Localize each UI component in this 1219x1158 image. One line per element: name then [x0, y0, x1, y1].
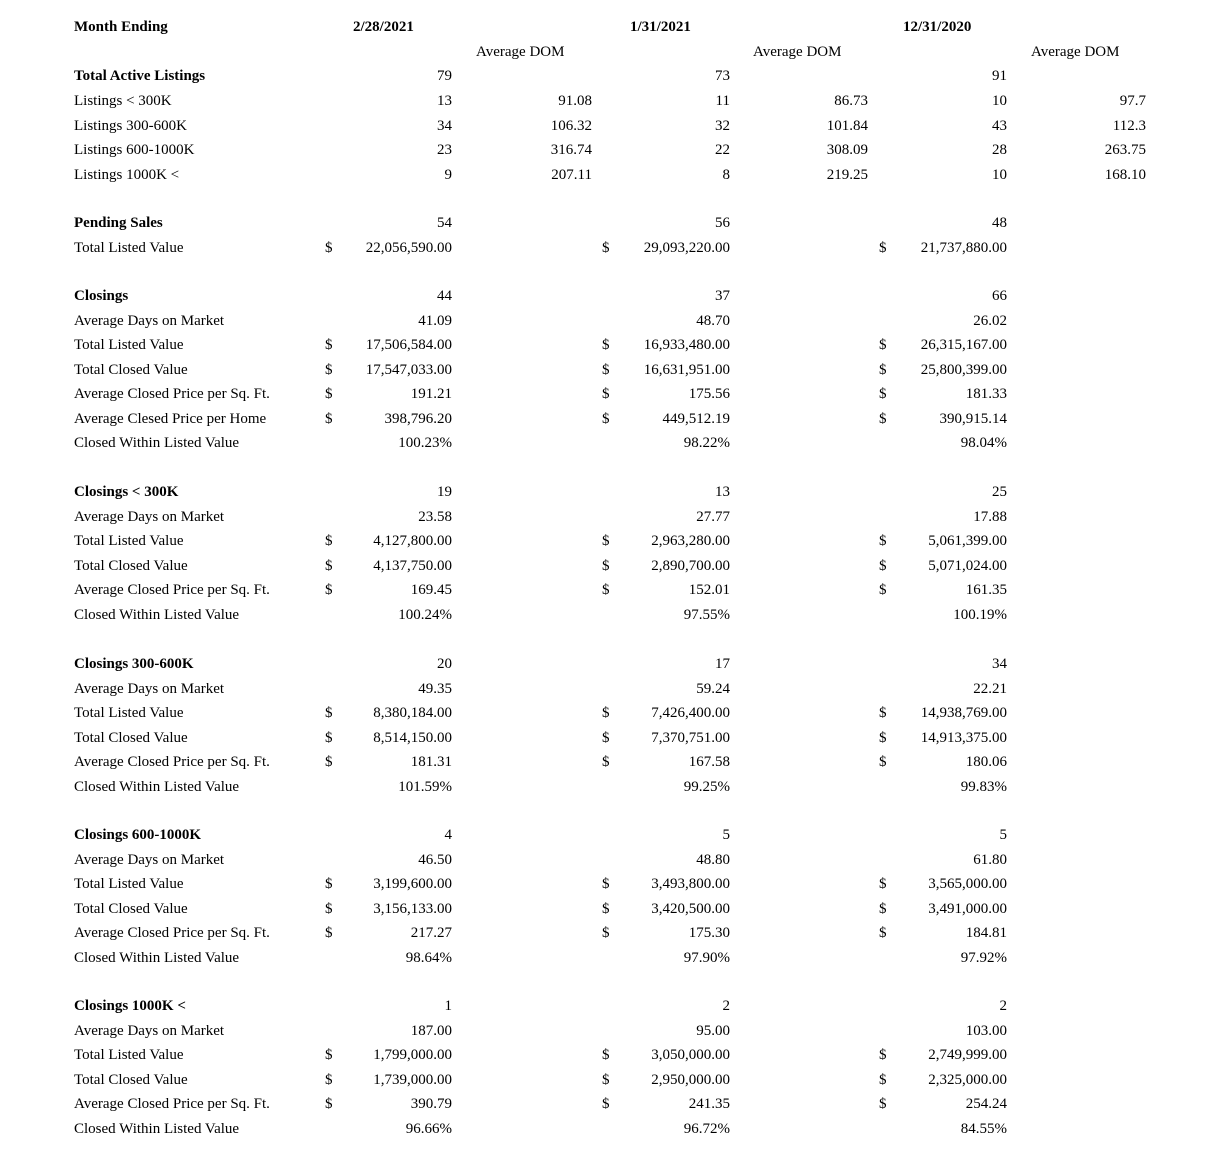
active-listings-title-row: [0, 66, 1219, 88]
closing-metric-row: [0, 605, 1219, 627]
dollar-sign: $: [879, 754, 887, 770]
closing-metric-value: 7,426,400.00: [651, 705, 730, 721]
closing-section-title: Closings 600-1000K: [74, 827, 202, 843]
closing-metric-label: Average Closed Price per Sq. Ft.: [74, 925, 270, 941]
closing-metric-value: 49.35: [418, 680, 452, 697]
closing-metric-value: 16,933,480.00: [643, 337, 730, 353]
dollar-sign: $: [602, 557, 610, 574]
closing-metric-value: 175.56: [688, 386, 730, 402]
closing-count: 2: [722, 998, 730, 1014]
closing-count: 37: [715, 288, 730, 304]
closing-metric-value: 181.33: [965, 386, 1007, 402]
closing-metric-value: 14,938,769.00: [920, 705, 1007, 721]
active-listing-count: 43: [992, 117, 1007, 134]
dollar-sign: $: [325, 754, 333, 770]
closing-section-title-row: [0, 654, 1219, 676]
closing-metric-label: Closed Within Listed Value: [74, 1120, 240, 1137]
active-listing-avg-dom: 219.25: [826, 166, 868, 183]
closing-section-title-row: [0, 825, 1219, 847]
header-row: [0, 17, 1219, 39]
closing-metric-label: Closed Within Listed Value: [74, 949, 240, 966]
dollar-sign: $: [325, 1096, 333, 1112]
closing-metric-value: 26,315,167.00: [920, 337, 1007, 353]
active-listing-avg-dom: 168.10: [1104, 166, 1146, 183]
closing-metric-value: 59.24: [696, 680, 730, 697]
dollar-sign: $: [325, 582, 333, 598]
closing-metric-label: Closed Within Listed Value: [74, 778, 240, 795]
dollar-sign: $: [602, 1047, 610, 1063]
dollar-sign: $: [602, 1096, 610, 1112]
closing-metric-row: [0, 703, 1219, 725]
closing-count: 20: [437, 656, 452, 672]
active-listing-avg-dom: 91.08: [558, 93, 592, 109]
closing-metric-value: 1,799,000.00: [373, 1047, 452, 1063]
closing-metric-value: 241.35: [688, 1096, 730, 1112]
dollar-sign: $: [325, 240, 333, 256]
closing-section-title-row: [0, 286, 1219, 308]
active-listing-avg-dom: 263.75: [1104, 142, 1146, 158]
dollar-sign: $: [879, 582, 887, 598]
active-listing-row: [0, 165, 1219, 187]
pending-total-1: 54: [437, 215, 452, 231]
closing-metric-value: 7,370,751.00: [651, 729, 730, 746]
closing-metric-label: Average Closed Price per Sq. Ft.: [74, 386, 270, 402]
dollar-sign: $: [602, 533, 610, 549]
closing-metric-value: 3,565,000.00: [928, 876, 1007, 892]
dollar-sign: $: [879, 557, 887, 574]
closing-metric-row: [0, 580, 1219, 602]
closing-metric-value: 46.50: [418, 851, 452, 868]
avg-dom-header-2: Average DOM: [753, 44, 842, 60]
dollar-sign: $: [879, 386, 887, 402]
closing-metric-value: 181.31: [410, 754, 452, 770]
active-listing-count: 23: [437, 142, 452, 158]
closing-count: 25: [992, 484, 1007, 500]
active-total-1: 79: [437, 68, 452, 84]
closing-metric-value: 100.23%: [398, 435, 452, 451]
closing-metric-label: Average Closed Price per Sq. Ft.: [74, 754, 270, 770]
month-header-3: 12/31/2020: [903, 19, 972, 35]
active-listing-avg-dom: 86.73: [834, 93, 868, 109]
closing-metric-value: 191.21: [410, 386, 452, 402]
closing-metric-value: 2,950,000.00: [651, 1071, 730, 1088]
closing-count: 1: [444, 998, 452, 1014]
closing-section-title: Closings 300-600K: [74, 656, 194, 672]
closing-metric-value: 3,420,500.00: [651, 900, 730, 917]
closing-metric-value: 23.58: [418, 508, 452, 525]
dollar-sign: $: [879, 1071, 887, 1088]
closing-metric-value: 17,506,584.00: [365, 337, 452, 353]
closing-metric-row: [0, 923, 1219, 945]
closing-metric-value: 99.25%: [683, 778, 730, 795]
closing-metric-value: 187.00: [410, 1022, 452, 1039]
active-listing-avg-dom: 97.7: [1119, 93, 1146, 109]
closing-metric-value: 5,071,024.00: [928, 557, 1007, 574]
active-total-2: 73: [715, 68, 730, 84]
active-listing-count: 9: [444, 166, 452, 183]
closing-metric-value: 100.24%: [398, 606, 452, 623]
closing-metric-value: 4,127,800.00: [373, 533, 452, 549]
active-listing-count: 32: [715, 117, 730, 134]
active-listing-count: 8: [722, 166, 730, 183]
closing-metric-row: [0, 335, 1219, 357]
closing-count: 5: [722, 827, 730, 843]
dollar-sign: $: [602, 337, 610, 353]
dollar-sign: $: [879, 337, 887, 353]
closing-metric-row: [0, 1021, 1219, 1043]
dollar-sign: $: [879, 410, 887, 427]
closing-metric-value: 3,050,000.00: [651, 1047, 730, 1063]
closing-metric-value: 3,491,000.00: [928, 900, 1007, 917]
avg-dom-header-3: Average DOM: [1031, 44, 1120, 60]
active-listing-avg-dom: 106.32: [550, 117, 592, 134]
closing-metric-value: 96.66%: [405, 1120, 452, 1137]
closing-metric-value: 2,325,000.00: [928, 1071, 1007, 1088]
dollar-sign: $: [325, 925, 333, 941]
closing-metric-row: [0, 899, 1219, 921]
pending-listed-1: 22,056,590.00: [365, 240, 452, 256]
closing-section-title: Closings: [74, 288, 129, 304]
closing-metric-value: 98.04%: [960, 435, 1007, 451]
dollar-sign: $: [325, 557, 333, 574]
month-header-1: 2/28/2021: [353, 19, 414, 35]
pending-total-2: 56: [715, 215, 730, 231]
closing-metric-value: 101.59%: [398, 778, 452, 795]
dollar-sign: $: [325, 1071, 333, 1088]
dollar-sign: $: [879, 876, 887, 892]
closing-metric-label: Total Listed Value: [74, 1047, 184, 1063]
dollar-sign: $: [879, 240, 887, 256]
closing-count: 66: [992, 288, 1007, 304]
closing-metric-row: [0, 874, 1219, 896]
closing-metric-label: Total Listed Value: [74, 337, 184, 353]
pending-total-3: 48: [992, 215, 1007, 231]
dollar-sign: $: [602, 410, 610, 427]
closing-metric-value: 95.00: [696, 1022, 730, 1039]
closing-metric-label: Closed Within Listed Value: [74, 435, 240, 451]
closing-metric-label: Average Clesed Price per Home: [74, 410, 267, 427]
dollar-sign: $: [879, 1096, 887, 1112]
active-listing-count: 10: [992, 166, 1007, 183]
active-listing-row: [0, 91, 1219, 113]
closing-metric-row: [0, 531, 1219, 553]
dollar-sign: $: [325, 337, 333, 353]
active-listing-count: 13: [437, 93, 452, 109]
active-listing-avg-dom: 101.84: [826, 117, 868, 134]
active-listing-row: [0, 140, 1219, 162]
dollar-sign: $: [325, 1047, 333, 1063]
dollar-sign: $: [879, 361, 887, 378]
closing-metric-label: Average Days on Market: [74, 1022, 225, 1039]
dollar-sign: $: [602, 240, 610, 256]
active-listing-count: 34: [437, 117, 452, 134]
pending-listed-label: Total Listed Value: [74, 240, 184, 256]
month-ending-label: Month Ending: [74, 19, 168, 35]
closing-metric-value: 41.09: [418, 312, 452, 329]
closing-metric-label: Closed Within Listed Value: [74, 606, 240, 623]
closing-metric-value: 17.88: [973, 508, 1007, 525]
closing-metric-value: 390,915.14: [939, 410, 1007, 427]
dollar-sign: $: [602, 925, 610, 941]
closing-metric-row: [0, 409, 1219, 431]
closing-metric-label: Total Closed Value: [74, 900, 188, 917]
dollar-sign: $: [879, 729, 887, 746]
closing-metric-value: 48.80: [696, 851, 730, 868]
active-listing-label: Listings 600-1000K: [74, 142, 195, 158]
closing-metric-row: [0, 433, 1219, 455]
active-listing-avg-dom: 308.09: [826, 142, 868, 158]
dollar-sign: $: [602, 1071, 610, 1088]
closing-metric-label: Total Listed Value: [74, 705, 184, 721]
closing-metric-value: 180.06: [965, 754, 1007, 770]
dollar-sign: $: [325, 361, 333, 378]
active-listing-row: [0, 116, 1219, 138]
closing-metric-row: [0, 728, 1219, 750]
closing-count: 5: [999, 827, 1007, 843]
closing-metric-value: 26.02: [973, 312, 1007, 329]
closing-section-title-row: [0, 996, 1219, 1018]
pending-listed-row: [0, 238, 1219, 260]
active-listing-avg-dom: 112.3: [1112, 117, 1146, 134]
closing-count: 44: [437, 288, 452, 304]
closing-metric-value: 27.77: [696, 508, 730, 525]
closing-metric-row: [0, 1119, 1219, 1141]
closing-count: 13: [715, 484, 730, 500]
closing-metric-row: [0, 1045, 1219, 1067]
closing-metric-label: Average Closed Price per Sq. Ft.: [74, 582, 270, 598]
dollar-sign: $: [879, 900, 887, 917]
dollar-sign: $: [879, 925, 887, 941]
active-listing-avg-dom: 316.74: [550, 142, 592, 158]
closing-metric-label: Total Closed Value: [74, 1071, 188, 1088]
closing-metric-value: 17,547,033.00: [365, 361, 452, 378]
closing-metric-row: [0, 679, 1219, 701]
active-listing-count: 11: [715, 93, 730, 109]
dollar-sign: $: [602, 705, 610, 721]
closing-metric-value: 96.72%: [683, 1120, 730, 1137]
closing-metric-value: 184.81: [965, 925, 1007, 941]
closing-metric-row: [0, 384, 1219, 406]
closing-count: 34: [992, 656, 1007, 672]
closing-metric-value: 48.70: [696, 312, 730, 329]
dollar-sign: $: [879, 705, 887, 721]
closing-metric-value: 2,890,700.00: [651, 557, 730, 574]
closing-metric-label: Average Days on Market: [74, 508, 225, 525]
closing-metric-value: 98.22%: [683, 435, 730, 451]
closing-metric-value: 152.01: [688, 582, 730, 598]
closing-metric-value: 22.21: [973, 680, 1007, 697]
dollar-sign: $: [325, 876, 333, 892]
closing-metric-value: 97.92%: [960, 949, 1007, 966]
closing-metric-label: Total Listed Value: [74, 876, 184, 892]
avg-dom-header-1: Average DOM: [476, 44, 565, 60]
closing-metric-row: [0, 360, 1219, 382]
closing-metric-value: 5,061,399.00: [928, 533, 1007, 549]
active-listing-count: 10: [992, 93, 1007, 109]
closing-count: 17: [715, 656, 730, 672]
closing-metric-value: 169.45: [410, 582, 452, 598]
active-listings-title: Total Active Listings: [74, 68, 206, 84]
closing-metric-value: 16,631,951.00: [643, 361, 730, 378]
closing-metric-value: 1,739,000.00: [373, 1071, 452, 1088]
closing-metric-value: 99.83%: [960, 778, 1007, 795]
closing-metric-value: 161.35: [965, 582, 1007, 598]
closing-metric-value: 61.80: [973, 851, 1007, 868]
dollar-sign: $: [602, 900, 610, 917]
closing-metric-value: 8,514,150.00: [373, 729, 452, 746]
closing-count: 2: [999, 998, 1007, 1014]
closing-metric-label: Total Listed Value: [74, 533, 184, 549]
closing-metric-row: [0, 507, 1219, 529]
closing-metric-value: 84.55%: [960, 1120, 1007, 1137]
pending-title-row: [0, 213, 1219, 235]
closing-metric-value: 449,512.19: [662, 410, 730, 427]
active-total-3: 91: [992, 68, 1007, 84]
active-listing-label: Listings < 300K: [74, 93, 172, 109]
closing-metric-label: Total Closed Value: [74, 729, 188, 746]
closing-section-title-row: [0, 482, 1219, 504]
dollar-sign: $: [879, 1047, 887, 1063]
pending-listed-3: 21,737,880.00: [920, 240, 1007, 256]
closing-metric-value: 98.64%: [405, 949, 452, 966]
closing-metric-value: 8,380,184.00: [373, 705, 452, 721]
closing-metric-value: 97.55%: [683, 606, 730, 623]
closing-metric-value: 2,749,999.00: [928, 1047, 1007, 1063]
dollar-sign: $: [325, 900, 333, 917]
dollar-sign: $: [325, 386, 333, 402]
pending-listed-2: 29,093,220.00: [643, 240, 730, 256]
active-listing-label: Listings 300-600K: [74, 117, 187, 134]
closing-metric-row: [0, 948, 1219, 970]
dollar-sign: $: [879, 533, 887, 549]
closing-metric-value: 103.00: [965, 1022, 1007, 1039]
closing-section-title: Closings < 300K: [74, 484, 179, 500]
closing-count: 4: [444, 827, 452, 843]
closing-metric-value: 14,913,375.00: [920, 729, 1007, 746]
closing-metric-value: 3,493,800.00: [651, 876, 730, 892]
closing-metric-row: [0, 1070, 1219, 1092]
dollar-sign: $: [602, 582, 610, 598]
dollar-sign: $: [602, 729, 610, 746]
dollar-sign: $: [602, 361, 610, 378]
dollar-sign: $: [325, 729, 333, 746]
closing-metric-label: Average Days on Market: [74, 680, 225, 697]
closing-metric-value: 100.19%: [953, 606, 1007, 623]
active-listing-avg-dom: 207.11: [551, 166, 592, 183]
closing-metric-row: [0, 850, 1219, 872]
dollar-sign: $: [602, 386, 610, 402]
closing-metric-row: [0, 1094, 1219, 1116]
closing-metric-label: Total Closed Value: [74, 557, 188, 574]
closing-metric-row: [0, 777, 1219, 799]
closing-metric-value: 97.90%: [683, 949, 730, 966]
closing-count: 19: [437, 484, 452, 500]
dollar-sign: $: [602, 876, 610, 892]
dollar-sign: $: [325, 533, 333, 549]
closing-metric-value: 25,800,399.00: [920, 361, 1007, 378]
active-listing-count: 28: [992, 142, 1007, 158]
closing-metric-label: Average Days on Market: [74, 851, 225, 868]
closing-metric-value: 175.30: [688, 925, 730, 941]
dollar-sign: $: [325, 410, 333, 427]
dollar-sign: $: [602, 754, 610, 770]
month-header-2: 1/31/2021: [630, 19, 691, 35]
closing-metric-value: 4,137,750.00: [373, 557, 452, 574]
closing-metric-value: 217.27: [410, 925, 452, 941]
closing-metric-row: [0, 311, 1219, 333]
closing-metric-value: 3,156,133.00: [373, 900, 452, 917]
closing-metric-value: 398,796.20: [384, 410, 452, 427]
closing-metric-label: Average Closed Price per Sq. Ft.: [74, 1096, 270, 1112]
closing-metric-row: [0, 556, 1219, 578]
active-listing-count: 22: [715, 142, 730, 158]
closing-metric-row: [0, 752, 1219, 774]
dollar-sign: $: [325, 705, 333, 721]
closing-metric-value: 167.58: [688, 754, 730, 770]
closing-metric-label: Total Closed Value: [74, 361, 188, 378]
avg-dom-header-row: [0, 42, 1219, 64]
active-listing-label: Listings 1000K <: [74, 166, 180, 183]
pending-title: Pending Sales: [74, 215, 163, 231]
closing-metric-label: Average Days on Market: [74, 312, 225, 329]
closing-metric-value: 254.24: [965, 1096, 1007, 1112]
closing-metric-value: 2,963,280.00: [651, 533, 730, 549]
closing-metric-value: 3,199,600.00: [373, 876, 452, 892]
closing-metric-value: 390.79: [410, 1096, 452, 1112]
closing-section-title: Closings 1000K <: [74, 998, 186, 1014]
